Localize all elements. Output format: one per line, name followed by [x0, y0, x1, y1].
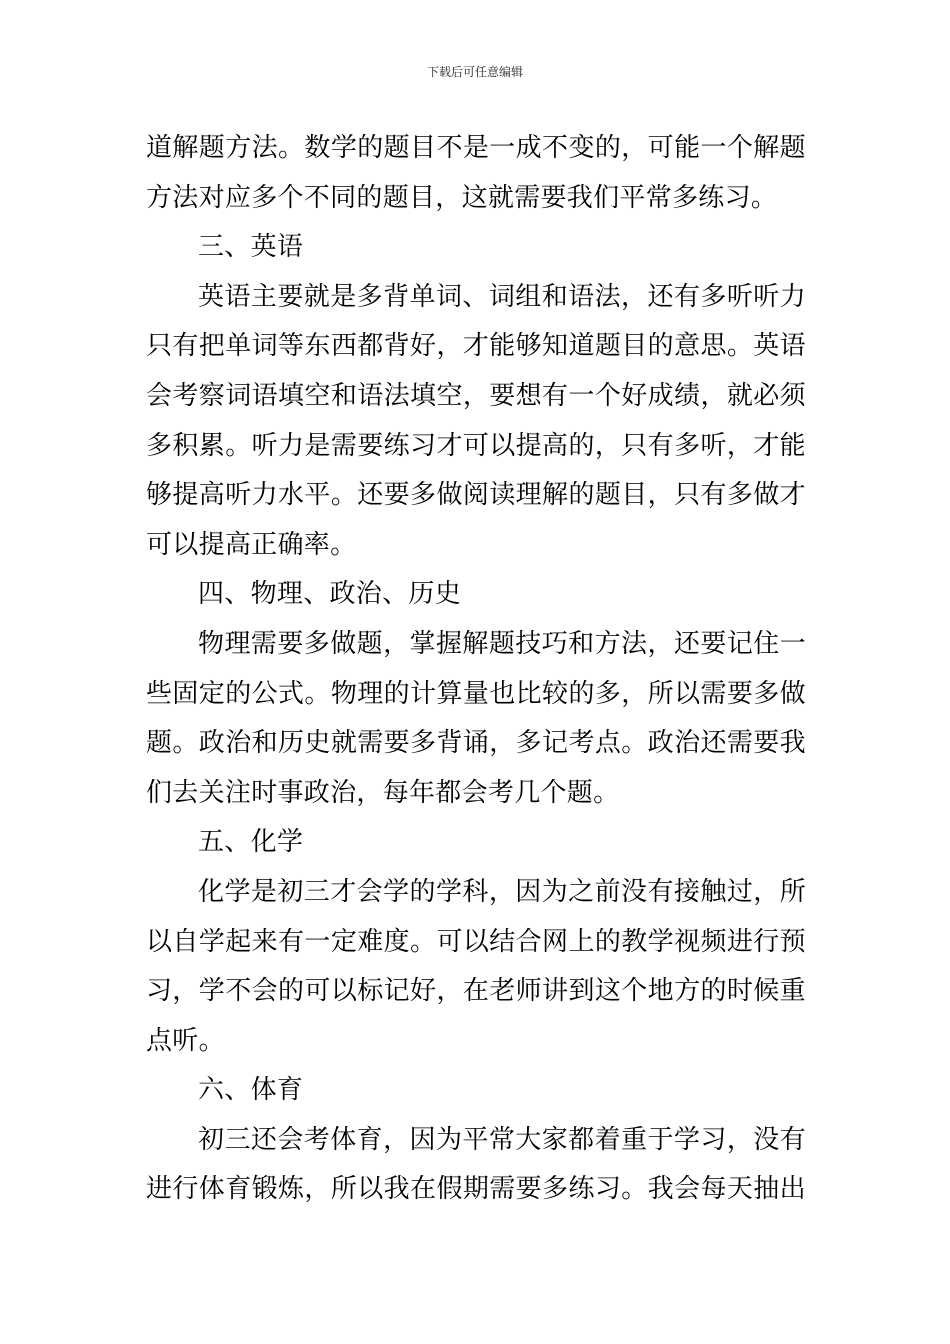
section-heading-physics-politics-history: 四、物理、政治、历史 [198, 579, 462, 610]
text-line: 方法对应多个不同的题目，这就需要我们平常多练习。 [146, 182, 778, 213]
text-line: 习，学不会的可以标记好，在老师讲到这个地方的时候重 [146, 976, 806, 1007]
text-line: 会考察词语填空和语法填空，要想有一个好成绩，就必须 [146, 380, 806, 411]
text-line: 题。政治和历史就需要多背诵，多记考点。政治还需要我 [146, 728, 806, 759]
text-line: 们去关注时事政治，每年都会考几个题。 [146, 777, 620, 808]
paragraph-first-line: 化学是初三才会学的学科，因为之前没有接触过，所 [198, 876, 806, 907]
paragraph-first-line: 英语主要就是多背单词、词组和语法，还有多听听力 [198, 281, 806, 312]
section-heading-english: 三、英语 [198, 232, 304, 263]
text-line: 些固定的公式。物理的计算量也比较的多，所以需要多做 [146, 678, 806, 709]
text-line: 可以提高正确率。 [146, 529, 357, 560]
document-body [146, 124, 806, 1215]
text-line: 以自学起来有一定难度。可以结合网上的教学视频进行预 [146, 926, 806, 957]
paragraph-first-line: 初三还会考体育，因为平常大家都着重于学习，没有 [198, 1124, 806, 1155]
page-header: 下载后可任意编辑 [426, 65, 523, 79]
text-line: 多积累。听力是需要练习才可以提高的，只有多听，才能 [146, 430, 806, 461]
text-line: 够提高听力水平。还要多做阅读理解的题目，只有多做才 [146, 480, 806, 511]
text-line: 只有把单词等东西都背好，才能够知道题目的意思。英语 [146, 331, 806, 362]
text-line: 进行体育锻炼，所以我在假期需要多练习。我会每天抽出 [146, 1174, 806, 1205]
paragraph-first-line: 物理需要多做题，掌握解题技巧和方法，还要记住一 [198, 628, 806, 659]
section-heading-pe: 六、体育 [198, 1075, 304, 1106]
text-line: 点听。 [146, 1025, 225, 1056]
text-line: 道解题方法。数学的题目不是一成不变的，可能一个解题 [146, 133, 806, 163]
section-heading-chemistry: 五、化学 [198, 827, 304, 858]
